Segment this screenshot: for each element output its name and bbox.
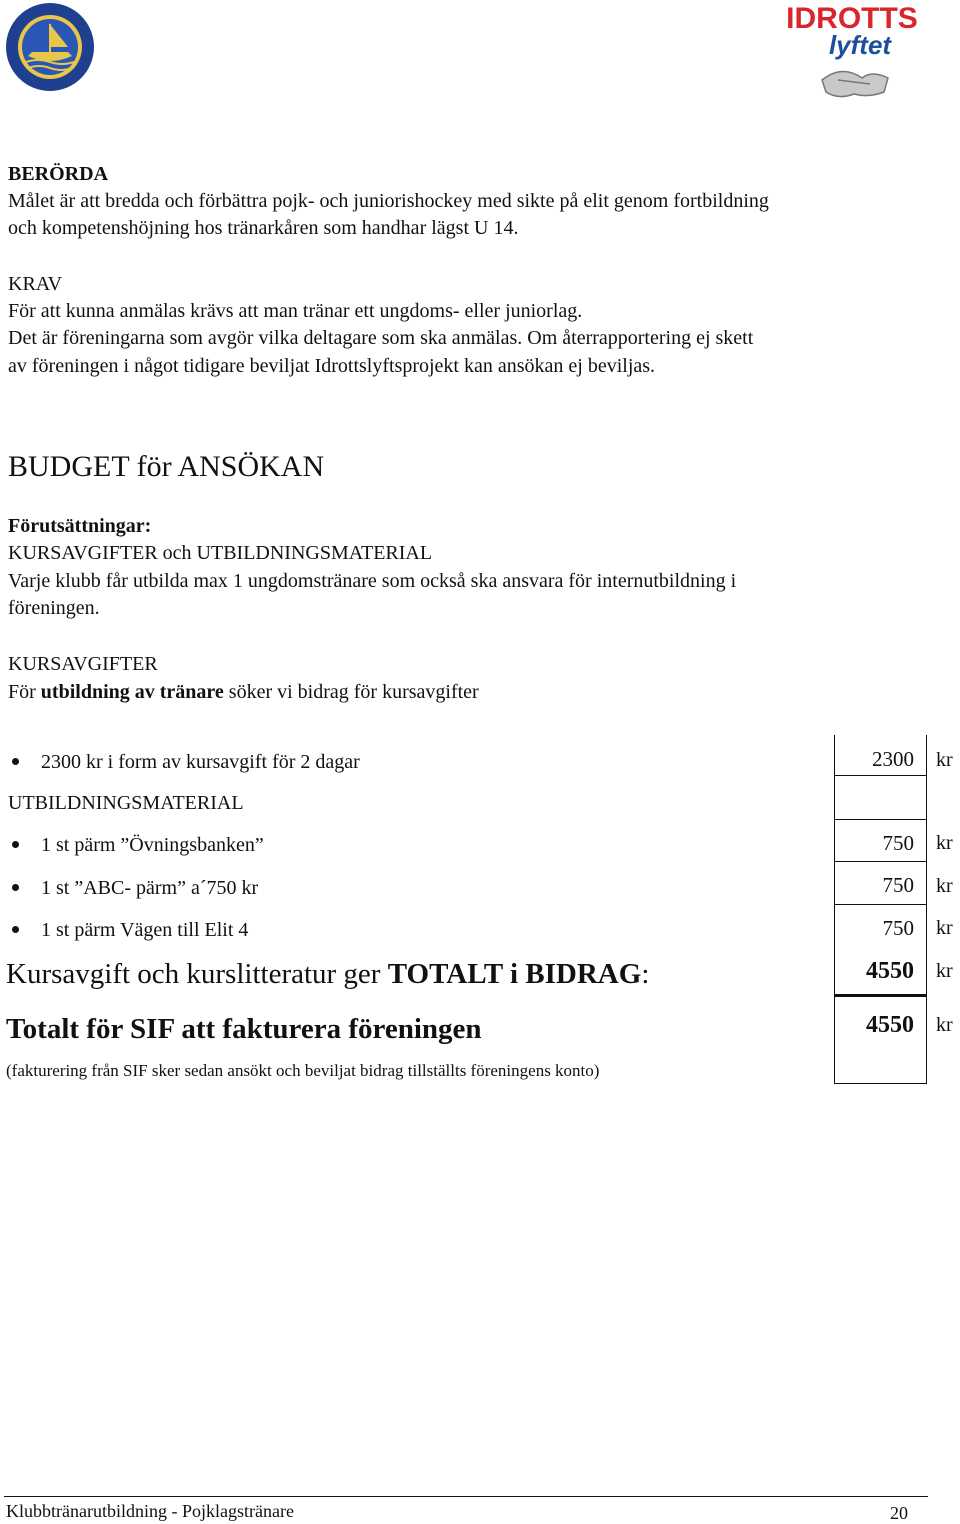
item-text: 1 st ”ABC- pärm” a´750 kr bbox=[41, 877, 259, 899]
intro-bold: utbildning av tränare bbox=[40, 681, 224, 703]
bullet-icon bbox=[12, 758, 19, 765]
item-amount: 2300 bbox=[872, 747, 914, 771]
footer-title: Klubbtränarutbildning - Pojklagstränare bbox=[6, 1501, 294, 1521]
logo-text-idrotts: IDROTTS bbox=[786, 2, 918, 35]
krav-line-1: För att kunna anmälas krävs att man tränar ett ungdoms- eller juniorlag. bbox=[8, 300, 583, 322]
bullet-icon bbox=[12, 926, 19, 933]
bullet-icon bbox=[12, 884, 19, 891]
page-number: 20 bbox=[890, 1503, 908, 1523]
prereq-label: Förutsättningar: bbox=[8, 515, 152, 537]
item-text: 2300 kr i form av kursavgift för 2 dagar bbox=[41, 751, 360, 773]
amount-row-separator bbox=[834, 819, 927, 820]
total-separator bbox=[834, 994, 927, 997]
berorda-line-2: och kompetenshöjning hos tränarkåren som handhar lägst U 14. bbox=[8, 217, 519, 239]
invoice-note: (fakturering från SIF sker sedan ansökt och beviljat bidrag tillställts föreningens konto) bbox=[6, 1061, 600, 1080]
footer-divider bbox=[4, 1496, 928, 1497]
total-label bbox=[6, 956, 649, 992]
item-amount: 750 bbox=[882, 831, 914, 855]
prereq-line-2: föreningen. bbox=[8, 597, 100, 619]
item-amount: 750 bbox=[882, 916, 914, 940]
amount-row-separator bbox=[834, 904, 927, 905]
prereq-line-1: Varje klubb får utbilda max 1 ungdomstränare som också ska ansvara för internutbildning i bbox=[8, 570, 737, 592]
total-label-pre: Kursavgift och kurslitteratur ger bbox=[6, 958, 388, 990]
invoice-label: Totalt för SIF att fakturera föreningen bbox=[6, 1013, 482, 1045]
total-label-bold: TOTALT i BIDRAG bbox=[387, 958, 642, 990]
item-text: 1 st pärm Vägen till Elit 4 bbox=[41, 919, 249, 941]
bullet-icon bbox=[12, 841, 19, 848]
logo-text-lyftet: lyftet bbox=[828, 30, 892, 60]
krav-line-3: av föreningen i något tidigare beviljat Idrottslyftsprojekt kan ansökan ej beviljas. bbox=[8, 355, 656, 377]
item-unit: kr bbox=[936, 917, 953, 939]
prereq-title: KURSAVGIFTER och UTBILDNINGSMATERIAL bbox=[8, 542, 433, 564]
berorda-line-1: Målet är att bredda och förbättra pojk- och juniorishockey med sikte på elit genom fortbildning bbox=[8, 190, 769, 212]
krav-line-2: Det är föreningarna som avgör vilka deltagare som ska anmälas. Om återrapportering ej skett bbox=[8, 327, 754, 349]
krav-heading: KRAV bbox=[8, 273, 63, 295]
item-unit: kr bbox=[936, 875, 953, 897]
amount-row-separator bbox=[834, 775, 927, 776]
budget-title: BUDGET för ANSÖKAN bbox=[8, 450, 325, 483]
invoice-amount: 4550 bbox=[866, 1012, 914, 1038]
kursavgifter-intro bbox=[8, 679, 479, 706]
item-text: 1 st pärm ”Övningsbanken” bbox=[41, 834, 264, 856]
item-unit: kr bbox=[936, 749, 953, 771]
invoice-unit: kr bbox=[936, 1014, 953, 1036]
kursavgifter-heading: KURSAVGIFTER bbox=[8, 653, 158, 675]
utbildningsmaterial-heading: UTBILDNINGSMATERIAL bbox=[8, 792, 244, 814]
item-amount: 750 bbox=[882, 873, 914, 897]
sif-logo bbox=[4, 0, 96, 94]
intro-pre: För bbox=[8, 681, 41, 703]
intro-post: söker vi bidrag för kursavgifter bbox=[223, 681, 479, 703]
total-label-post: : bbox=[641, 958, 650, 990]
berorda-heading: BERÖRDA bbox=[8, 163, 109, 185]
amount-row-separator bbox=[834, 861, 927, 862]
total-unit: kr bbox=[936, 960, 953, 982]
total-amount: 4550 bbox=[866, 958, 914, 984]
idrottslyftet-logo bbox=[776, 0, 928, 106]
item-unit: kr bbox=[936, 832, 953, 854]
